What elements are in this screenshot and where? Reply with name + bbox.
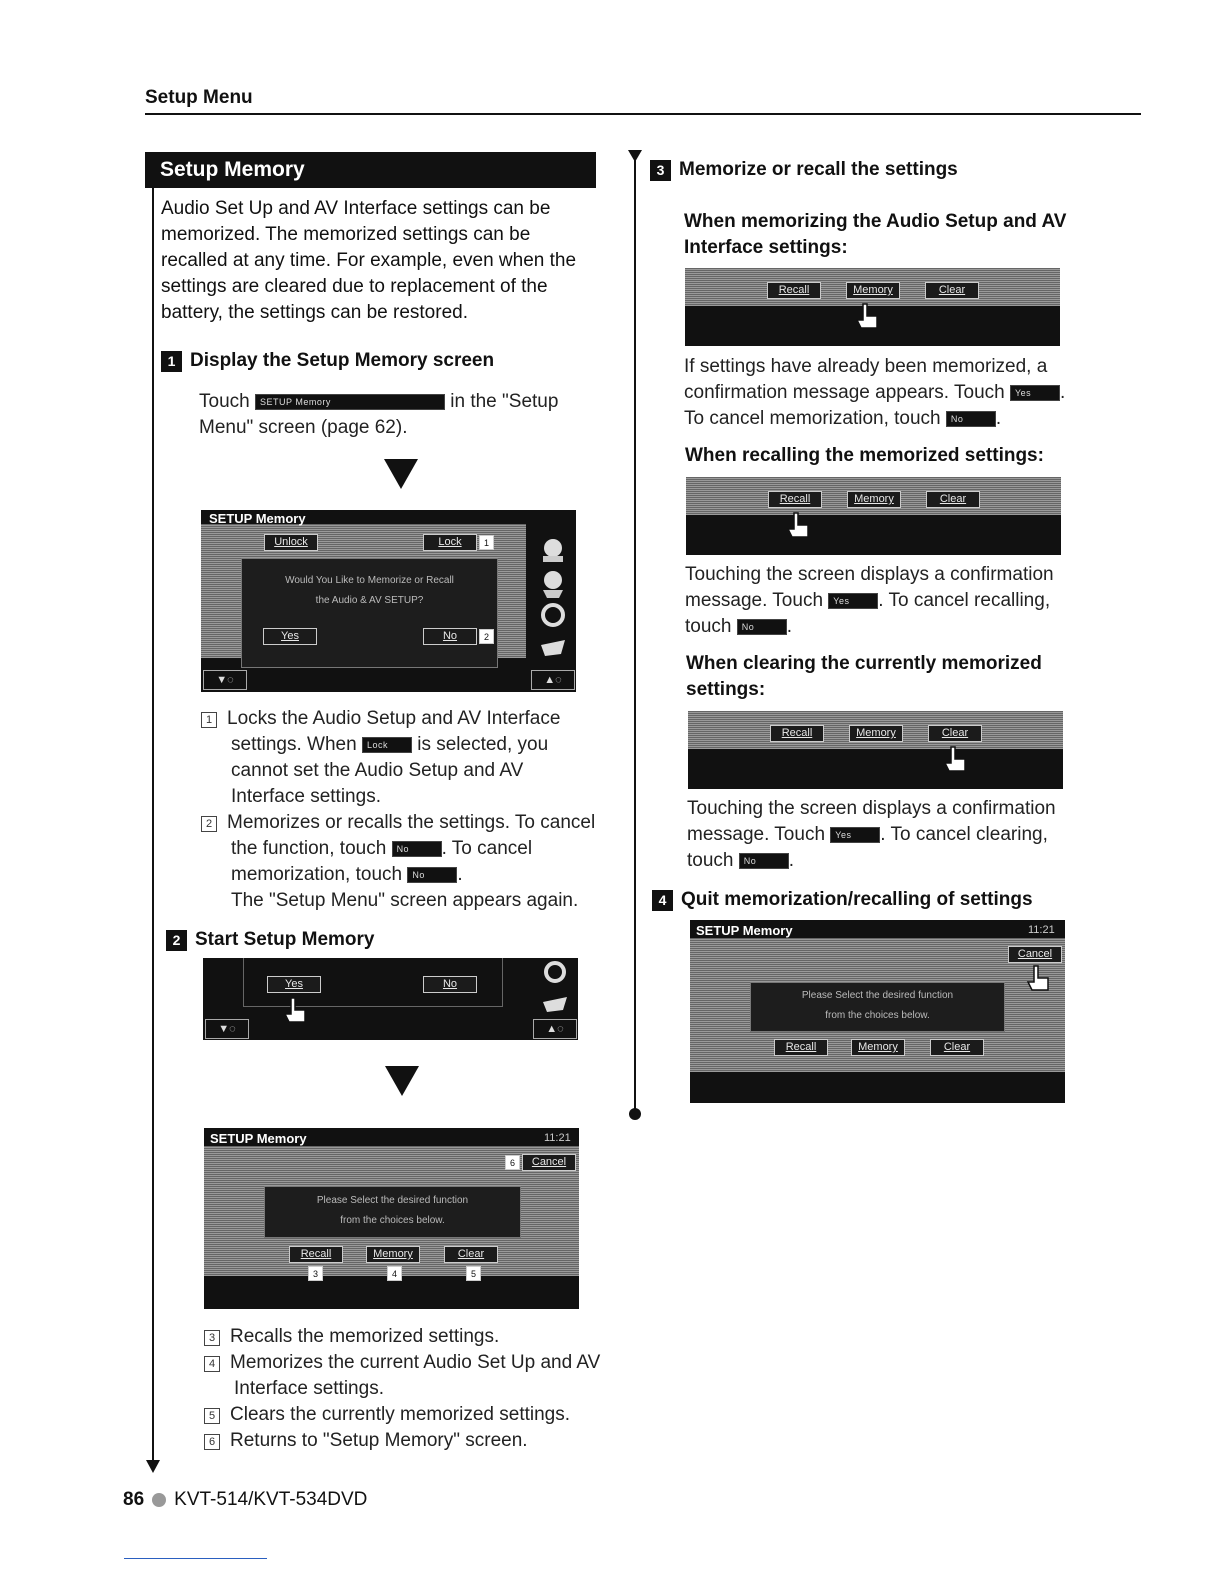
clear-button[interactable]: Clear [926, 491, 980, 508]
step-1-text: Touch SETUP Memory in the "Setup Menu" screen (page 62). [199, 391, 559, 438]
step-number: 1 [161, 351, 182, 372]
header-rule [145, 113, 1141, 115]
clock: 11:21 [544, 1132, 571, 1144]
step-title: Quit memorization/recalling of settings [681, 889, 1033, 910]
yes-inline-button: Yes [828, 593, 878, 609]
setup-memory-confirm-screen [201, 510, 576, 692]
touch-hand-icon [786, 511, 812, 541]
callout-5: 5 [466, 1266, 481, 1281]
callout-2: 2 [479, 629, 494, 644]
step-number: 2 [166, 930, 187, 951]
page-footer [123, 1489, 367, 1511]
lock-inline-button: Lock [362, 737, 412, 753]
select-function-screen [204, 1128, 579, 1309]
down-arrow-icon[interactable]: ▼◌ [203, 670, 247, 690]
step-title: Start Setup Memory [195, 929, 375, 950]
sidebox-title: Setup Memory [145, 152, 596, 188]
yes-button[interactable]: Yes [267, 976, 321, 993]
clock: 11:21 [1028, 924, 1055, 936]
left-flow-line [152, 188, 154, 1460]
up-arrow-icon[interactable]: ▲◌ [533, 1019, 577, 1039]
note-1: 1 Locks the Audio Setup and AV Interface settings. When Lock is selected, you cannot set the Audio Setup and AV Interface settings. 2 Memorizes or recalls the settings. To cancel the function, touch No . To cancel memorization, touch No . The "Setup Menu" screen appears again. [201, 706, 601, 914]
no-inline-button: No [946, 411, 996, 427]
callout-6: 6 [505, 1155, 520, 1170]
right-flow-top-arrow [628, 150, 642, 162]
recall-button[interactable]: Recall [774, 1039, 828, 1056]
select-message: Please Select the desired function from the choices below. [750, 982, 1005, 1032]
clear-screen [688, 711, 1063, 789]
callout-4: 4 [387, 1266, 402, 1281]
memory-button[interactable]: Memory [847, 491, 901, 508]
recall-button[interactable]: Recall [770, 725, 824, 742]
step-2-heading [166, 929, 374, 951]
step-number: 3 [650, 160, 671, 181]
yes-inline-button: Yes [1010, 385, 1060, 401]
clear-button[interactable]: Clear [930, 1039, 984, 1056]
no-button[interactable]: No [423, 628, 477, 645]
step-3-heading [650, 159, 958, 181]
step-title: Display the Setup Memory screen [190, 350, 495, 371]
section-header: Setup Menu [145, 87, 253, 108]
memory-button[interactable]: Memory [366, 1246, 420, 1263]
setup-memory-button[interactable]: SETUP Memory [255, 394, 445, 410]
touch-hand-icon [283, 996, 309, 1026]
screen-title: SETUP Memory [696, 923, 793, 938]
cancel-button[interactable]: Cancel [522, 1154, 576, 1171]
quit-screen [690, 920, 1065, 1103]
side-icons [531, 530, 571, 665]
unlock-button[interactable]: Unlock [264, 534, 318, 551]
yes-button[interactable]: Yes [263, 628, 317, 645]
recalling-text: Touching the screen displays a confirmation message. Touch Yes . To cancel recalling, touch No . [685, 564, 1054, 637]
side-icons [533, 960, 573, 1015]
bullet-icon [152, 1493, 166, 1507]
recall-screen [686, 477, 1061, 555]
step-number: 4 [652, 890, 673, 911]
no-inline-button: No [392, 841, 442, 857]
clearing-text: Touching the screen displays a confirmation message. Touch Yes . To cancel clearing, touch No . [687, 798, 1056, 871]
touch-hand-icon [855, 302, 881, 332]
memorize-screen [685, 268, 1060, 346]
memory-button[interactable]: Memory [851, 1039, 905, 1056]
touch-hand-icon [943, 745, 969, 775]
no-button[interactable]: No [423, 976, 477, 993]
clear-button[interactable]: Clear [928, 725, 982, 742]
select-message: Please Select the desired function from the choices below. [264, 1186, 521, 1238]
callout-1: 1 [479, 535, 494, 550]
no-inline-button: No [737, 619, 787, 635]
memory-button[interactable]: Memory [849, 725, 903, 742]
recall-button[interactable]: Recall [767, 282, 821, 299]
memory-button[interactable]: Memory [846, 282, 900, 299]
page-number: 86 [123, 1489, 145, 1510]
step-title: Memorize or recall the settings [679, 159, 958, 180]
note-2: 3 Recalls the memorized settings. 4 Memorizes the current Audio Set Up and AV Interface settings. 5 Clears the currently memorized settings. 6 Returns to "Setup Memory" screen. [204, 1324, 614, 1454]
clearing-heading: When clearing the currently memorized settings: [686, 653, 1042, 700]
recalling-heading: When recalling the memorized settings: [685, 445, 1044, 466]
callout-3: 3 [308, 1266, 323, 1281]
confirm-message: Would You Like to Memorize or Recall the Audio & AV SETUP? [241, 558, 498, 668]
recall-button[interactable]: Recall [289, 1246, 343, 1263]
screen-title: SETUP Memory [210, 1131, 307, 1146]
no-inline-button: No [407, 867, 457, 883]
footer-rule [124, 1558, 267, 1559]
step-1-heading [161, 350, 494, 372]
screen-title: SETUP Memory [209, 511, 306, 526]
cancel-button[interactable]: Cancel [1008, 946, 1062, 963]
lock-button[interactable]: Lock [423, 534, 477, 551]
memorizing-heading: When memorizing the Audio Setup and AV Interface settings: [684, 211, 1067, 258]
start-setup-memory-screen [203, 958, 578, 1040]
recall-button[interactable]: Recall [768, 491, 822, 508]
right-flow-line [634, 160, 636, 1110]
flow-arrow-2 [385, 1066, 419, 1096]
left-flow-arrow [146, 1460, 160, 1473]
clear-button[interactable]: Clear [925, 282, 979, 299]
memorizing-text: If settings have already been memorized, a confirmation message appears. Touch Yes . To cancel memorization, touch No . [684, 356, 1066, 429]
down-arrow-icon[interactable]: ▼◌ [205, 1019, 249, 1039]
clear-button[interactable]: Clear [444, 1246, 498, 1263]
flow-arrow-1 [384, 459, 418, 489]
no-inline-button: No [739, 853, 789, 869]
right-flow-end-dot [629, 1108, 641, 1120]
model-name: KVT-514/KVT-534DVD [174, 1489, 368, 1510]
touch-hand-icon [1026, 964, 1052, 994]
step-4-heading [652, 889, 1033, 911]
yes-inline-button: Yes [830, 827, 880, 843]
intro-text: Audio Set Up and AV Interface settings can be memorized. The memorized settings can be recalled at any time. For example, even when the settings are cleared due to replacement of the battery, the settings can be restored. [161, 198, 577, 323]
up-arrow-icon[interactable]: ▲◌ [531, 670, 575, 690]
